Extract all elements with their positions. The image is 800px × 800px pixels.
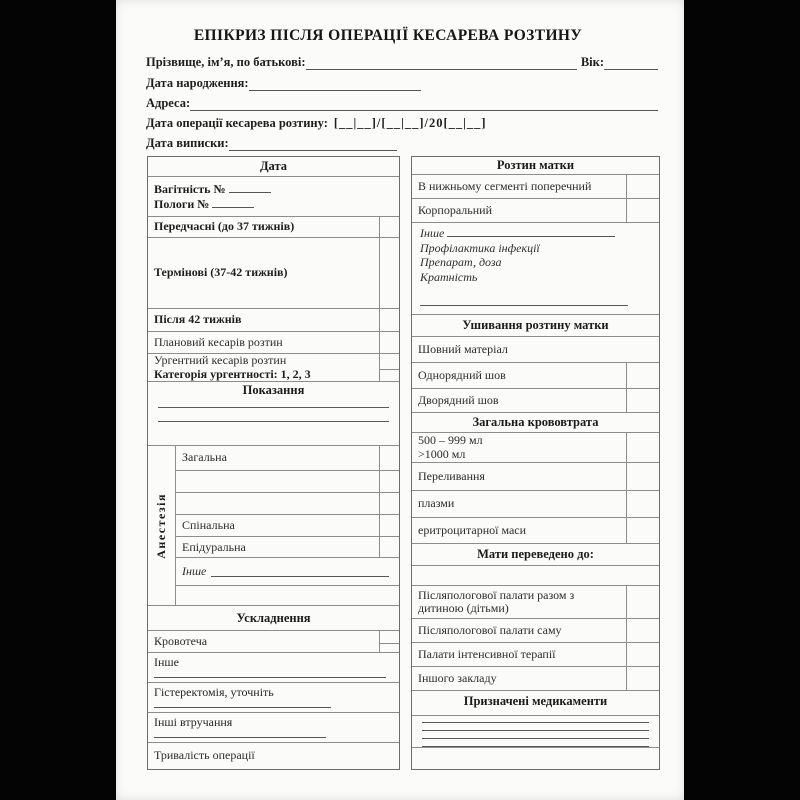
planned-cs-label: Плановий кесарів розтин	[154, 334, 283, 349]
anesthesia-empty-row-2	[176, 493, 399, 515]
ward-with-child-label: Післяпологової палати разом з дитиною (дітьми)	[418, 587, 575, 615]
ward-alone-row	[412, 619, 659, 643]
icu-label: Палати інтенсивної терапії	[418, 646, 556, 661]
anesthesia-vertical-label: Анестезія	[148, 446, 176, 605]
right-table	[411, 156, 660, 770]
checkbox-planned-cs[interactable]	[379, 332, 399, 353]
checkbox-anesthesia-spinal[interactable]	[379, 515, 399, 537]
erythrocyte-row	[412, 518, 659, 544]
checkbox-single-row-suture[interactable]	[626, 363, 659, 388]
operation-date-boxes[interactable]: [__|__]/[__|__]/20[__|__]	[333, 116, 487, 130]
single-row-suture-row	[412, 363, 659, 389]
preterm-label: Передчасні (до 37 тижнів)	[154, 219, 295, 234]
birthdate-write-line[interactable]	[249, 79, 421, 91]
address-row	[146, 96, 658, 111]
anesthesia-other-label: Інше	[182, 563, 207, 578]
after42-row	[148, 309, 399, 332]
blood-loss-1000-label: >1000 мл	[418, 446, 466, 461]
hysterectomy-row	[148, 683, 399, 713]
bleeding-row	[148, 631, 399, 653]
anesthesia-empty-cell-3[interactable]	[176, 586, 399, 605]
suture-material-label: Шовний матеріал	[418, 341, 508, 356]
age-label: Вік:	[580, 55, 604, 69]
transferred-header: Мати переведено до:	[412, 544, 659, 566]
ward-alone-label: Післяпологової палати саму	[418, 622, 562, 637]
checkbox-urgent-cs[interactable]	[379, 354, 399, 381]
urgent-cs-row	[148, 354, 399, 382]
prophylaxis-section	[412, 223, 659, 315]
checkbox-ward-with-child[interactable]	[626, 586, 659, 618]
address-write-line[interactable]	[190, 99, 658, 111]
anesthesia-empty-row-1	[176, 471, 399, 493]
left-table	[147, 156, 400, 770]
transfusion-row	[412, 463, 659, 491]
checkbox-erythrocyte[interactable]	[626, 518, 659, 543]
checkbox-ward-alone[interactable]	[626, 619, 659, 642]
lower-segment-label: В нижньому сегменті поперечний	[418, 178, 592, 193]
hysterectomy-label: Гістеректомія, уточніть	[154, 685, 274, 699]
name-write-line[interactable]	[306, 58, 577, 70]
scanned-form-page	[116, 0, 684, 800]
pregnancy-number-line[interactable]	[229, 182, 271, 193]
incision-other-write-line[interactable]	[447, 226, 615, 237]
term-label: Термінові (37-42 тижнів)	[154, 265, 288, 280]
address-label: Адреса:	[146, 96, 191, 110]
anesthesia-general-label: Загальна	[182, 450, 227, 465]
urgent-cs-label: Ургентний кесарів розтин	[154, 353, 287, 367]
checkbox-transfusion[interactable]	[626, 463, 659, 490]
complications-header: Ускладнення	[148, 606, 399, 631]
blood-loss-row	[412, 433, 659, 463]
medications-empty-row	[412, 748, 659, 769]
checkbox-plasma[interactable]	[626, 491, 659, 517]
age-write-line[interactable]	[604, 58, 658, 70]
medications-write-line-3[interactable]	[422, 738, 649, 739]
indications-write-line-1[interactable]	[158, 407, 389, 408]
anesthesia-section	[148, 446, 399, 606]
pregnancy-row	[148, 177, 399, 217]
other-interventions-label: Інші втручання	[154, 715, 233, 729]
corporal-row	[412, 199, 659, 223]
complication-other-row	[148, 653, 399, 683]
medications-write-line-1[interactable]	[422, 722, 649, 723]
checkbox-anesthesia-epidural[interactable]	[379, 537, 399, 557]
medications-header: Призначені медикаменти	[412, 691, 659, 716]
anesthesia-epidural-row	[176, 537, 399, 558]
multiplicity-label: Кратність	[420, 269, 478, 284]
name-row	[146, 55, 658, 70]
lower-segment-row	[412, 175, 659, 199]
operation-date-label: Дата операції кесарева розтину:	[146, 116, 328, 130]
date-section-header: Дата	[148, 157, 399, 177]
other-facility-row	[412, 667, 659, 691]
checkbox-anesthesia-general[interactable]	[379, 446, 399, 470]
births-number-line[interactable]	[212, 197, 254, 208]
form-title: ЕПІКРИЗ ПІСЛЯ ОПЕРАЦІЇ КЕСАРЕВА РОЗТИНУ	[193, 27, 583, 44]
single-row-suture-label: Однорядний шов	[418, 367, 506, 382]
medications-write-line-4[interactable]	[422, 746, 649, 747]
checkbox-anesthesia-empty-1[interactable]	[379, 471, 399, 492]
drug-dose-label: Препарат, доза	[420, 255, 502, 269]
checkbox-anesthesia-empty-2[interactable]	[379, 493, 399, 514]
births-number-label: Пологи №	[154, 197, 393, 212]
checkbox-preterm[interactable]	[379, 217, 399, 237]
after42-label: Після 42 тижнів	[154, 312, 242, 327]
name-label: Прізвище, ім’я, по батькові:	[146, 55, 306, 69]
ward-with-child-row	[412, 586, 659, 619]
checkbox-double-row-suture[interactable]	[626, 389, 659, 412]
anesthesia-spinal-label: Спінальна	[182, 517, 235, 532]
suturing-header: Ушивання розтину матки	[412, 315, 659, 337]
complication-other-label: Інше	[154, 655, 179, 669]
checkbox-bleeding[interactable]	[379, 631, 399, 652]
other-interventions-row	[148, 713, 399, 743]
double-row-suture-label: Дворядний шов	[418, 392, 499, 407]
uterine-incision-header: Розтин матки	[412, 157, 659, 175]
complication-other-write-line[interactable]	[154, 670, 386, 678]
icu-row	[412, 643, 659, 667]
birthdate-row	[146, 76, 658, 91]
medications-empty-cell[interactable]	[412, 748, 659, 769]
checkbox-icu[interactable]	[626, 643, 659, 666]
anesthesia-empty-cell-2[interactable]	[176, 493, 379, 514]
medications-write-line-2[interactable]	[422, 730, 649, 731]
pregnancy-number-label: Вагітність №	[154, 182, 393, 197]
anesthesia-general-row	[176, 446, 399, 471]
prophylaxis-label: Профілактика інфекції	[420, 240, 540, 255]
prophylaxis-write-line[interactable]	[420, 300, 628, 306]
anesthesia-empty-cell-1[interactable]	[176, 471, 379, 492]
blood-loss-500-label: 500 – 999 мл	[418, 433, 483, 447]
operation-date-row	[146, 116, 658, 131]
checkbox-term[interactable]	[379, 238, 399, 308]
indications-write-line-2[interactable]	[158, 421, 389, 422]
erythrocyte-label: еритроцитарної маси	[418, 522, 527, 537]
incision-other-label: Інше	[420, 226, 445, 240]
incision-other-line	[420, 226, 651, 241]
anesthesia-other-write-line[interactable]	[211, 566, 389, 577]
birthdate-label: Дата народження:	[146, 76, 249, 90]
preterm-row	[148, 217, 399, 238]
plasma-label: плазми	[418, 496, 455, 511]
bleeding-label: Кровотеча	[154, 633, 208, 648]
transferred-empty-cell[interactable]	[412, 566, 659, 585]
anesthesia-spinal-row	[176, 515, 399, 538]
suture-material-row	[412, 337, 659, 363]
duration-row	[148, 743, 399, 769]
urgency-category-label: Категорія ургентності: 1, 2, 3	[154, 366, 311, 381]
medications-lines-row	[412, 716, 659, 748]
discharge-write-line[interactable]	[229, 139, 397, 151]
hysterectomy-write-line[interactable]	[154, 700, 331, 708]
discharge-date-row	[146, 136, 658, 151]
duration-label: Тривалість операції	[154, 748, 255, 763]
checkbox-blood-loss[interactable]	[626, 433, 659, 462]
checkbox-other-facility[interactable]	[626, 667, 659, 690]
indications-header: Показання	[242, 383, 305, 397]
transfusion-label: Переливання	[418, 468, 485, 483]
blood-loss-header: Загальна крововтрата	[412, 413, 659, 433]
other-interventions-write-line[interactable]	[154, 730, 326, 738]
other-facility-label: Іншого закладу	[418, 670, 497, 685]
checkbox-corporal[interactable]	[626, 199, 659, 222]
anesthesia-epidural-label: Епідуральна	[182, 539, 246, 554]
anesthesia-empty-row-3	[176, 586, 399, 605]
planned-cs-row	[148, 332, 399, 354]
discharge-date-label: Дата виписки:	[146, 136, 229, 150]
checkbox-after42[interactable]	[379, 309, 399, 331]
double-row-suture-row	[412, 389, 659, 413]
term-row	[148, 238, 399, 309]
transferred-empty-row	[412, 566, 659, 586]
corporal-label: Корпоральний	[418, 202, 492, 217]
plasma-row	[412, 491, 659, 518]
checkbox-lower-segment[interactable]	[626, 175, 659, 198]
indications-section	[148, 382, 399, 446]
anesthesia-other-row	[176, 558, 399, 586]
